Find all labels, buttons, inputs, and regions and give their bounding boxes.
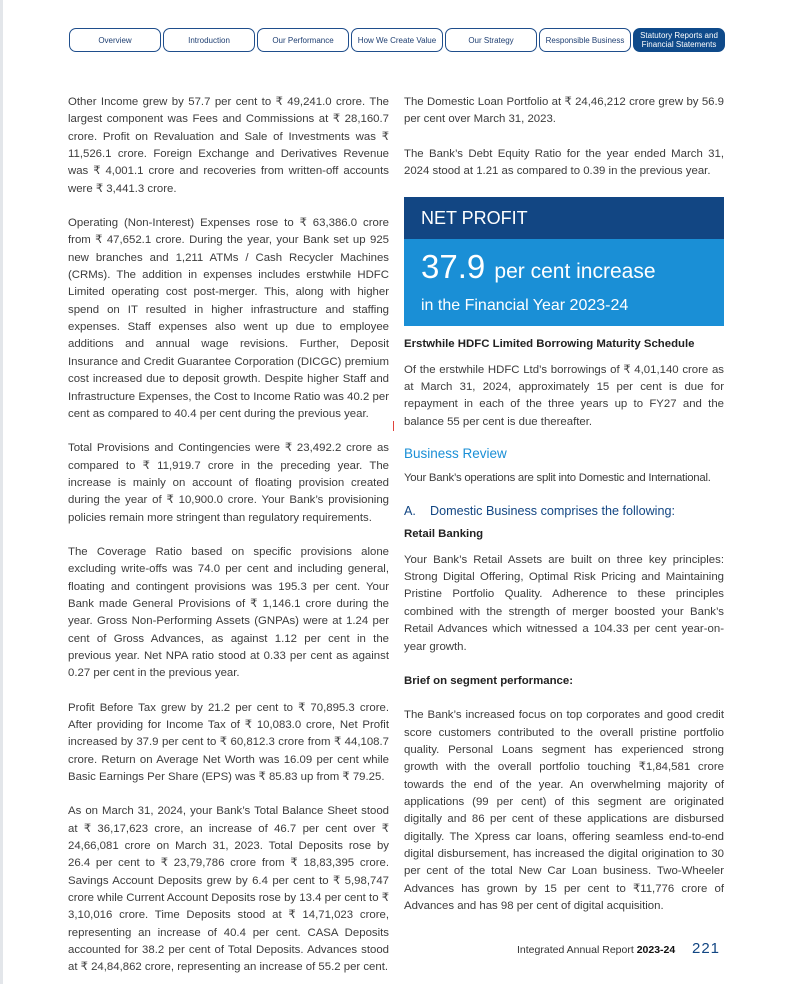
domestic-letter: A. [404,504,416,519]
paragraph-maturity: Of the erstwhile HDFC Ltd’s borrowings of ₹ 4,01,140 crore as at March 31, 2024, approximately 15 per cent is due for repayment in each of the three years up to FY27 and the balance 55 per cent is due thereafter. [404,363,724,428]
section-marker [393,421,394,431]
domestic-business-heading [404,503,724,520]
paragraph-profit-before-tax: Profit Before Tax grew by 21.2 per cent to ₹ 70,895.3 crore. After providing for Income Tax of ₹ 10,083.0 crore, Net Profit increased by 37.9 per cent to ₹ 60,812.3 crore from ₹ 44,108.7 crore. Return on Average Net Worth was 16.09 per cent while Basic Earnings Per Share (EPS) was ₹ 85.83 up from ₹ 79.25. [68,701,389,784]
left-column [68,94,389,994]
segment-performance-heading: Brief on segment performance: [404,674,573,687]
business-review-heading: Business Review [404,446,507,462]
tab-how-we-create-value[interactable]: How We Create Value [351,28,443,52]
paragraph-operating-expenses: Operating (Non-Interest) Expenses rose to ₹ 63,386.0 crore from ₹ 47,652.1 crore. During the year, your Bank set up 925 new branches and 1,211 ATMs / Cash Recycler Machines (CRMs). The addition in expenses includes erstwhile HDFC Limited operating cost post-merger. This, along with higher spend on IT resulted in higher infrastructure and staffing expenses. Staff expenses also went up due to employee additions and annual wage revisions. Further, Deposit Insurance and Credit Guarantee Corporation (DICGC) premium cost increased due to deposit growth. Despite higher Staff and Infrastructure Expenses, the Cost to Income Ratio was 40.2 per cent as compared to 40.4 per cent during the previous year. [68,217,389,420]
domestic-title: Domestic Business comprises the following: [430,504,675,519]
paragraph-retail-banking: Your Bank’s Retail Assets are built on three key principles: Strong Digital Offering, Optimal Risk Pricing and Maintaining Pristine Portfolio Quality. Adherence to these principles combined with the strength of merger boosted your Bank’s Retail Advances which witnessed a 104.33 per cent year-on-year growth. [404,553,724,653]
tab-statutory-reports[interactable]: Statutory Reports and Financial Statements [633,28,725,52]
net-profit-unit: per cent increase [494,260,656,284]
retail-banking-heading: Retail Banking [404,528,484,541]
net-profit-value: 37.9 [421,248,486,286]
paragraph-domestic-loan: The Domestic Loan Portfolio at ₹ 24,46,212 crore grew by 56.9 per cent over March 31, 2023. [404,96,724,126]
paragraph-other-income: Other Income grew by 57.7 per cent to ₹ 49,241.0 crore. The largest component was Fees and Commissions at ₹ 28,160.7 crore. Profit on Revaluation and Sale of Investments was ₹ 11,526.1 crore. Foreign Exchange and Derivatives Revenue was ₹ 4,001.1 crore and recoveries from written-off accounts were ₹ 3,441.3 crore. [68,96,389,195]
paragraph-provisions: Total Provisions and Contingencies were ₹ 23,492.2 crore as compared to ₹ 11,919.7 crore in the preceding year. The increase is mainly on account of floating provision created during the year of ₹ 10,900.0 crore. Your Bank’s provisioning policies remain more stringent than regulatory requirements. [68,442,389,524]
tab-overview[interactable]: Overview [69,28,161,52]
page-edge [0,0,3,984]
page-number: 221 [692,940,721,957]
paragraph-coverage-ratio: The Coverage Ratio based on specific provisions alone excluding write-offs was 74.0 per cent and including general, floating and contingent provisions was 195.3 per cent. Your Bank made General Provisions of ₹ 1,146.1 crore during the year. Gross Non-Performing Assets (GNPAs) were at 1.24 per cent of Gross Advances, as against 1.12 per cent in the previous year. Net NPA ratio stood at 0.33 per cent as against 0.27 per cent in the previous year. [68,545,389,680]
paragraph-debt-equity: The Bank’s Debt Equity Ratio for the year ended March 31, 2024 stood at 1.21 as compared to 0.39 in the previous year. [404,147,724,178]
net-profit-figure [421,248,724,291]
tab-our-strategy[interactable]: Our Strategy [445,28,537,52]
footer-year: 2023-24 [636,944,676,956]
section-nav [69,28,725,54]
tab-our-performance[interactable]: Our Performance [257,28,349,52]
net-profit-body [404,239,724,326]
footer-report-title: Integrated Annual Report [517,944,634,956]
right-column [404,94,724,932]
paragraph-business-review: Your Bank’s operations are split into Domestic and International. [404,472,711,485]
footer-report-name [517,944,675,956]
net-profit-title: NET PROFIT [404,197,724,239]
tab-responsible-business[interactable]: Responsible Business [539,28,631,52]
paragraph-segment-performance: The Bank’s increased focus on top corporates and good credit score customers contributed to the overall pristine portfolio quality. Personal Loans segment has experienced strong growth with the overall portfolio touching ₹1,84,581 crore towards the end of the year. An overwhelming majority of applications (99 per cent) of this segment are originated digitally and 86 per cent of these applications are disbursed digitally. The Xpress car loans, offering seamless end-to-end digital disbursement, has increased the digital origination to 30 per cent of the total New Car Loan business. Two-Wheeler Advances has grown by 15 per cent to ₹11,776 crore of Advances and has 98 per cent of digital acquisition. [404,709,724,912]
tab-introduction[interactable]: Introduction [163,28,255,52]
paragraph-balance-sheet: As on March 31, 2024, your Bank’s Total Balance Sheet stood at ₹ 36,17,623 crore, an increase of 46.7 per cent over ₹ 24,66,081 crore on March 31, 2023. Total Deposits rose by 26.4 per cent to ₹ 23,79,786 crore from ₹ 18,83,395 crore. Savings Account Deposits grew by 6.4 per cent to ₹ 5,98,747 crore while Current Account Deposits rose by 13.4 per cent to ₹ 3,10,016 crore. Time Deposits stood at ₹ 14,71,023 crore, representing an increase of 40.4 per cent. CASA Deposits accounted for 38.2 per cent of Total Deposits. Advances stood at ₹ 24,84,862 crore, representing an increase of 55.2 per cent. [68,805,389,974]
maturity-heading: Erstwhile HDFC Limited Borrowing Maturity Schedule [404,338,695,351]
net-profit-callout [404,197,724,326]
net-profit-subtitle: in the Financial Year 2023-24 [421,297,629,315]
